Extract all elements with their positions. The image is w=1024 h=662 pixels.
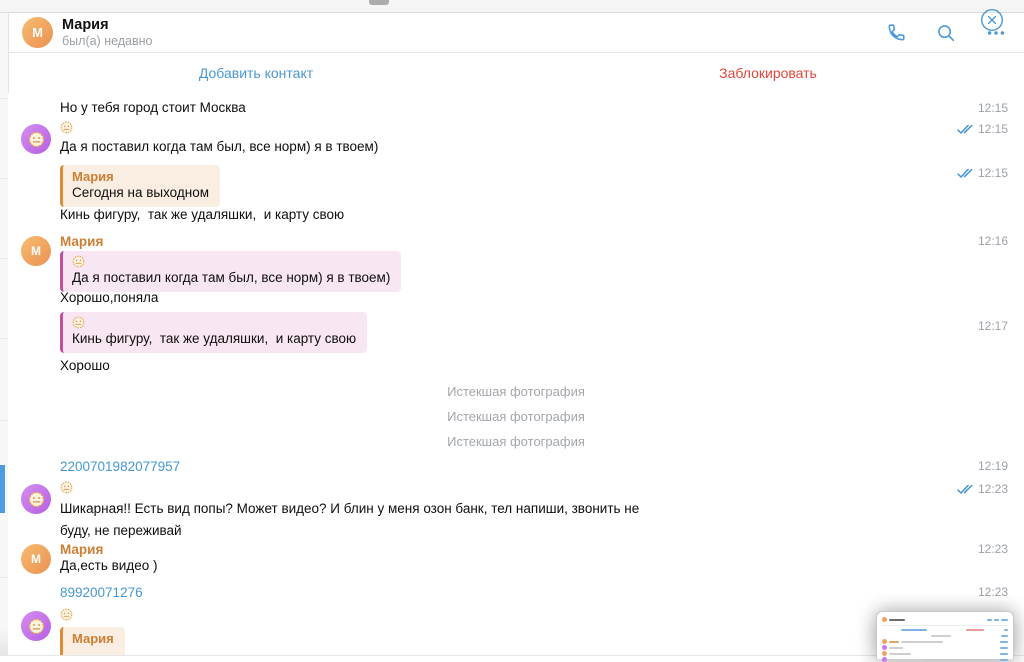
quote-author-emoji-icon [72,255,390,269]
message-row [60,458,1024,476]
service-message [8,434,1024,449]
message-row [60,498,1024,542]
message-meta [978,101,1008,115]
message-meta [978,234,1008,248]
sender-title-row [60,121,1024,135]
read-receipt-icon [957,168,974,179]
timestamp: 12:19 [977,459,1008,473]
message-meta [978,319,1008,333]
avatar-letter: M [32,25,43,40]
message-row [60,358,1024,374]
sender-name[interactable]: Мария [60,542,104,557]
message-meta [957,122,1008,136]
message-text: Шикарная!! Есть вид попы? Может видео? И блин у меня озон банк, тел напиши, звонить не буду, не переживай [60,501,644,538]
sender-avatar[interactable]: M [21,544,51,574]
sender-avatar[interactable] [21,484,51,514]
service-message-text: Истекшая фотография [447,409,585,424]
sender-title-row [31,233,1024,258]
sender-avatar[interactable] [21,611,51,641]
message-meta [978,542,1008,556]
service-message-text: Истекшая фотография [447,384,585,399]
message-meta [957,482,1008,496]
read-receipt-icon [957,484,974,495]
sender-name[interactable]: Мария [60,234,104,249]
message-row [60,558,1024,574]
call-icon[interactable] [884,21,908,45]
message-row [60,312,1024,353]
mini-row [882,645,1008,650]
message-meta [978,459,1008,473]
message-text: Да,есть видео ) [60,558,158,573]
block-button[interactable]: Заблокировать [719,65,817,81]
timestamp: 12:15 [977,122,1008,136]
message-list [8,93,1024,655]
screenshot-preview-thumbnail[interactable] [876,611,1014,659]
sender-emoji-icon [60,121,1024,135]
message-text: Но у тебя город стоит Москва [60,100,246,115]
reply-quote[interactable] [60,312,367,353]
sender-avatar[interactable]: M [21,236,51,266]
reply-quote[interactable] [60,165,220,207]
quote-author-emoji-icon [72,316,356,330]
mini-row [882,657,1008,662]
peer-name[interactable]: Мария [62,17,109,33]
sender-avatar[interactable] [21,124,51,154]
peer-avatar[interactable] [22,17,53,48]
reply-quote[interactable] [60,251,401,292]
message-text: Хорошо [60,358,110,373]
service-message [8,409,1024,424]
reply-quote[interactable] [60,627,125,655]
timestamp: 12:17 [977,319,1008,333]
close-icon[interactable] [980,8,1004,32]
quote-text: Сегодня на выходном [72,185,210,200]
search-icon[interactable] [934,21,958,45]
message-row [60,207,1024,223]
message-text: Хорошо,поняла [60,290,159,305]
quote-author: Мария [72,169,114,184]
message-row [60,139,1024,155]
message-row [60,251,1024,292]
message-meta [957,166,1008,180]
mini-row [882,651,1008,656]
selected-chat-indicator [0,465,5,513]
service-message [8,384,1024,399]
peer-status: был(а) недавно [62,34,153,48]
chat-header [0,13,1024,53]
mini-header [882,616,1008,626]
add-contact-button[interactable]: Добавить контакт [198,65,314,81]
timestamp: 12:16 [977,234,1008,248]
message-link[interactable]: 89920071276 [60,585,143,600]
sender-emoji-icon [60,481,1024,495]
quote-text: Кинь фигуру, так же удаляшки, и карту свою [72,331,357,346]
message-row [60,290,1024,306]
service-message-text: Истекшая фотография [447,434,585,449]
quote-author: Мария [72,631,114,646]
window-bottom-edge [0,655,1024,656]
timestamp: 12:15 [977,101,1008,115]
message-meta [978,585,1008,599]
contact-action-bar [0,53,1024,94]
top-window-strip [0,0,1024,13]
timestamp: 12:23 [977,542,1008,556]
cutoff-window-fragment [369,0,389,5]
mini-row [882,633,1008,638]
mini-action-bar [882,627,1008,632]
timestamp: 12:23 [977,585,1008,599]
message-link[interactable]: 2200701982077957 [60,459,181,474]
message-text: Кинь фигуру, так же удаляшки, и карту свою [60,207,345,222]
message-row [60,165,1024,207]
read-receipt-icon [957,124,974,135]
message-row [60,584,1024,602]
mini-row [882,639,1008,644]
timestamp: 12:23 [977,482,1008,496]
sender-title-row [60,481,1024,495]
quote-text: Да я поставил когда там был, все норм) я в твоем) [72,270,391,285]
message-text: Да я поставил когда там был, все норм) я в твоем) [60,139,379,154]
timestamp: 12:15 [977,166,1008,180]
message-row [60,100,1024,116]
